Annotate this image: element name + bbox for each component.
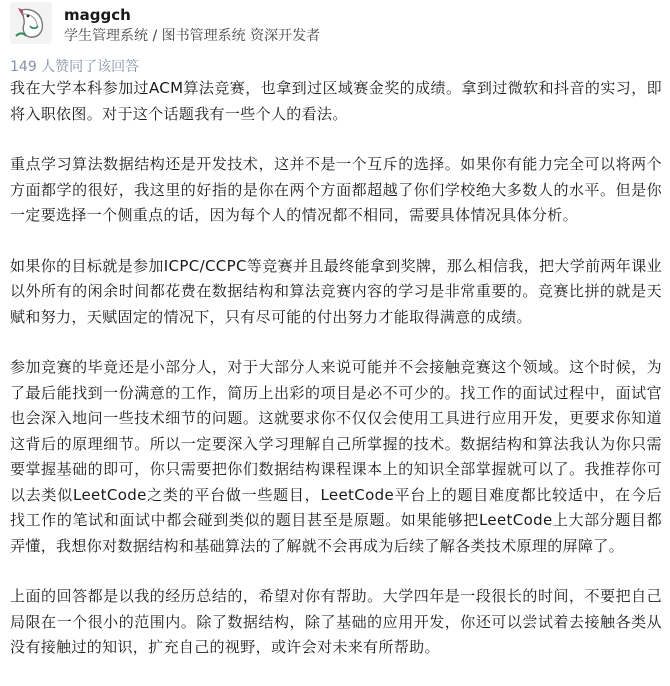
- author-info: [10, 2, 660, 50]
- answer-paragraph: 我在大学本科参加过ACM算法竞赛，也拿到过区域赛金奖的成绩。拿到过微软和抖音的实习，即将入职依图。对于这个话题我有一些个人的看法。: [10, 79, 662, 123]
- answer-paragraph: 参加竞赛的毕竟还是小部分人，对于大部分人来说可能并不会接触竞赛这个领域。这个时候，为了最后能找到一份满意的工作，简历上出彩的项目是必不可少的。找工作的面试过程中，面试官也会深入地问一些技术细节的问题。这就要求你不仅仅会使用工具进行应用开发，更要求你知道这背后的原理细节。所以一定要深入学习理解自己所掌握的技术。数据结构和算法我认为你只需要掌握基础的即可，你只需要把你们数据结构课程课本上的知识全部掌握就可以了。我推荐你可以去类似LeetCode之类的平台做一些题目，LeetCode平台上的题目难度都比较适中，在今后找工作的笔试和面试中都会碰到类似的题目甚至是原题。如果能够把LeetCode上大部分题目都弄懂，我想你对数据结构和基础算法的了解就不会再成为后续了解各类技术原理的屏障了。: [10, 358, 662, 555]
- answer-paragraph: 重点学习算法数据结构还是开发技术，这并不是一个互斥的选择。如果你有能力完全可以将两个方面都学的很好，我这里的好指的是你在两个方面都超越了你们学校绝大多数人的水平。但是你一定要选择一个侧重点的话，因为每个人的情况都不相同，需要具体情况具体分析。: [10, 155, 662, 224]
- author-bio: 学生管理系统 / 图书管理系统 资深开发者: [64, 28, 321, 44]
- answer-paragraph: 上面的回答都是以我的经历总结的，希望对你有帮助。大学四年是一段很长的时间，不要把自己局限在一个很小的范围内。除了数据结构，除了基础的应用开发，你还可以尝试着去接触各类从没有接触过的知识，扩充自己的视野，或许会对未来有所帮助。: [10, 587, 662, 656]
- avatar-icon: [10, 2, 52, 44]
- vote-summary: 149 人赞同了该回答: [10, 59, 140, 75]
- answer-content: [10, 76, 662, 686]
- author-name[interactable]: maggch: [64, 6, 131, 24]
- avatar[interactable]: [10, 2, 52, 44]
- answer-paragraph: 如果你的目标就是参加ICPC/CCPC等竞赛并且最终能拿到奖牌，那么相信我，把大学前两年课业以外所有的闲余时间都花费在数据结构和算法竞赛内容的学习是非常重要的。竞赛比拼的就是天赋和努力，天赋固定的情况下，只有尽可能的付出努力才能取得满意的成绩。: [10, 256, 662, 326]
